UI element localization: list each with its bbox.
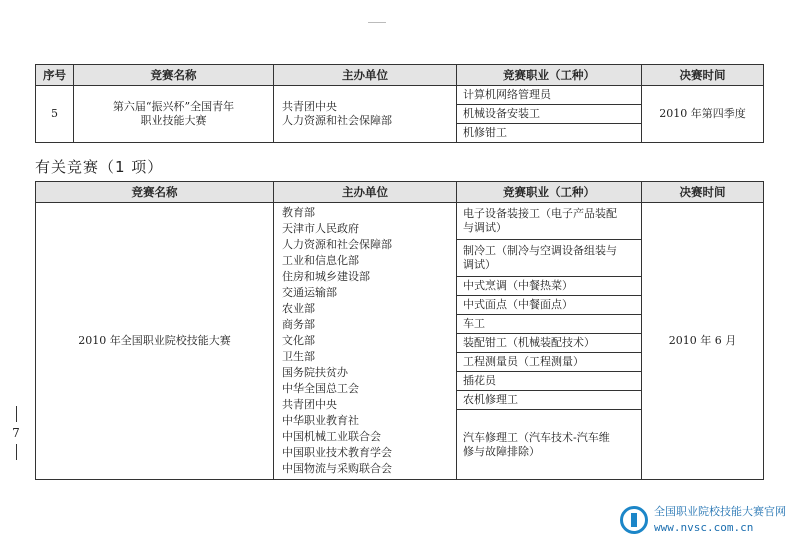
organizer-item: 教育部 bbox=[282, 206, 315, 219]
organizer-item: 中国机械工业联合会 bbox=[282, 430, 381, 443]
organizer-item: 人力资源和社会保障部 bbox=[282, 114, 392, 127]
occupation-item: 计算机网络管理员 bbox=[457, 86, 642, 105]
organizer-item: 中国职业技术教育学会 bbox=[282, 446, 392, 459]
occupation-item: 车工 bbox=[457, 315, 642, 334]
occupation-item: 中式烹调（中餐热菜） bbox=[457, 277, 642, 296]
watermark bbox=[618, 500, 793, 542]
organizer-item: 人力资源和社会保障部 bbox=[282, 238, 392, 251]
occupation-item: 机修钳工 bbox=[457, 124, 642, 143]
related-competition-table bbox=[35, 181, 764, 480]
organizer-item: 卫生部 bbox=[282, 350, 315, 363]
page-number-dash bbox=[16, 406, 17, 422]
seq-cell: 5 bbox=[36, 86, 74, 143]
table-header-row bbox=[36, 182, 764, 203]
occupation-line: 汽车修理工（汽车技术-汽车维 bbox=[463, 430, 610, 444]
organizer-item: 共青团中央 bbox=[282, 100, 337, 113]
occupation-item bbox=[457, 240, 642, 277]
header-time: 决赛时间 bbox=[642, 65, 764, 86]
national-competition-table bbox=[35, 64, 764, 143]
section-title: 有关竞赛（1 项） bbox=[35, 158, 164, 176]
organizer-item: 中华职业教育社 bbox=[282, 414, 359, 427]
occupation-item bbox=[457, 203, 642, 240]
competition-name-line: 职业技能大赛 bbox=[140, 114, 207, 127]
competition-name-cell bbox=[74, 86, 274, 143]
organizer-item: 交通运输部 bbox=[282, 286, 337, 299]
occupation-line: 制冷工（制冷与空调设备组装与 bbox=[463, 244, 617, 257]
organizer-item: 商务部 bbox=[282, 318, 315, 331]
organizer-item: 文化部 bbox=[282, 334, 315, 347]
occupation-item: 插花员 bbox=[457, 372, 642, 391]
occupation-item: 装配钳工（机械装配技术） bbox=[457, 334, 642, 353]
occupation-line: 修与故障排除） bbox=[463, 444, 540, 458]
organizer-cell bbox=[274, 203, 457, 480]
watermark-url: www.nvsc.com.cn bbox=[654, 521, 754, 534]
occupation-item: 农机修理工 bbox=[457, 391, 642, 410]
occupation-line: 电子设备装接工（电子产品装配 bbox=[463, 207, 617, 220]
occupation-line: 调试） bbox=[463, 258, 496, 271]
occupation-item: 工程测量员（工程测量） bbox=[457, 353, 642, 372]
header-time: 决赛时间 bbox=[642, 182, 764, 203]
header-name: 竞赛名称 bbox=[74, 65, 274, 86]
organizer-cell bbox=[274, 86, 457, 143]
table-row bbox=[36, 203, 764, 240]
header-organizer: 主办单位 bbox=[274, 182, 457, 203]
competition-name-cell: 2010 年全国职业院校技能大赛 bbox=[36, 203, 274, 480]
table-header-row bbox=[36, 65, 764, 86]
watermark-site-name: 全国职业院校技能大赛官网 bbox=[654, 505, 786, 518]
final-time-cell: 2010 年第四季度 bbox=[642, 86, 764, 143]
header-seq: 序号 bbox=[36, 65, 74, 86]
header-name: 竞赛名称 bbox=[36, 182, 274, 203]
final-time-cell: 2010 年 6 月 bbox=[642, 203, 764, 480]
page-number-text: 7 bbox=[12, 426, 20, 440]
organizer-item: 农业部 bbox=[282, 302, 315, 315]
occupation-item: 机械设备安装工 bbox=[457, 105, 642, 124]
organizer-item: 中华全国总工会 bbox=[282, 382, 359, 395]
organizer-item: 共青团中央 bbox=[282, 398, 337, 411]
organizer-item: 中国物流与采购联合会 bbox=[282, 462, 392, 475]
header-organizer: 主办单位 bbox=[274, 65, 457, 86]
header-occupation: 竞赛职业（工种） bbox=[457, 182, 642, 203]
nvsc-logo-icon bbox=[620, 506, 648, 534]
organizer-item: 国务院扶贫办 bbox=[282, 366, 348, 379]
organizer-item: 工业和信息化部 bbox=[282, 254, 359, 267]
competition-name-line: 第六届“振兴杯”全国青年 bbox=[112, 100, 235, 113]
occupation-item bbox=[457, 410, 642, 480]
top-crop-mark bbox=[368, 22, 386, 23]
organizer-item: 住房和城乡建设部 bbox=[282, 270, 370, 283]
header-occupation: 竞赛职业（工种） bbox=[457, 65, 642, 86]
occupation-line: 与调试） bbox=[463, 221, 507, 234]
page-number-dash bbox=[16, 444, 17, 460]
occupation-item: 中式面点（中餐面点） bbox=[457, 296, 642, 315]
organizer-item: 天津市人民政府 bbox=[282, 222, 359, 235]
table-row bbox=[36, 86, 764, 105]
page-number bbox=[8, 404, 24, 462]
